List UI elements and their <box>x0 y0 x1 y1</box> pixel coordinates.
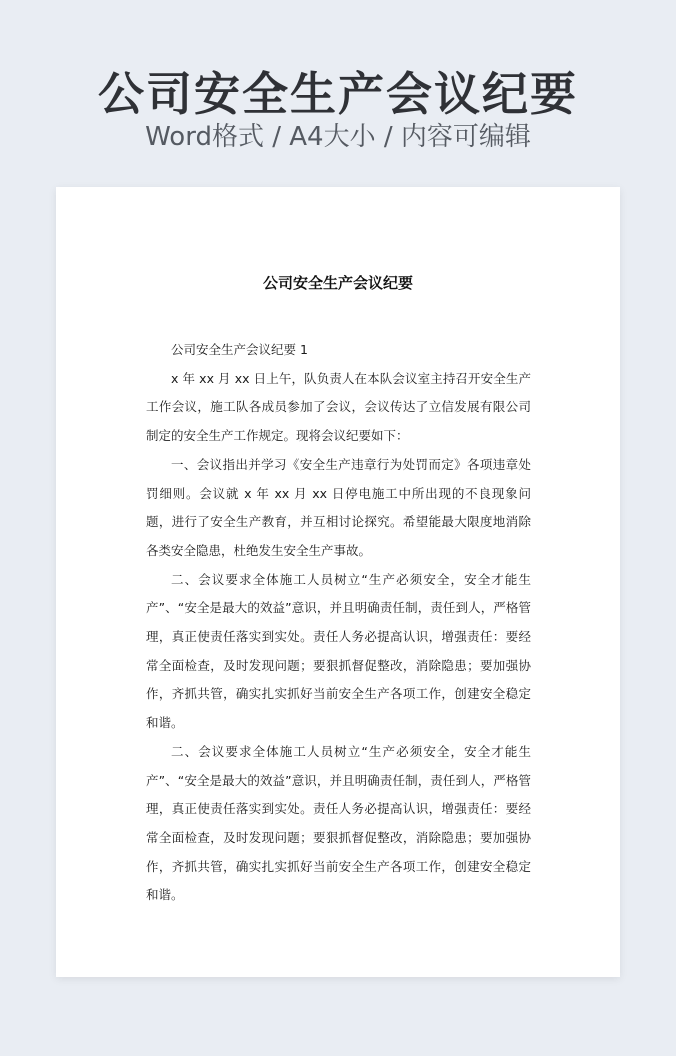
document-body <box>146 336 531 910</box>
banner-subtitle: Word格式 / A4大小 / 内容可编辑 <box>145 122 531 152</box>
document-paragraph: x 年 xx 月 xx 日上午，队负责人在本队会议室主持召开安全生产工作会议，施工队各成员参加了会议，会议传达了立信发展有限公司制定的安全生产工作规定。现将会议纪要如下： <box>146 370 531 444</box>
banner-title: 公司安全生产会议纪要 <box>98 67 578 121</box>
document-paragraph: 一、会议指出并学习《安全生产违章行为处罚而定》各项违章处罚细则。会议就 x 年 xx 月 xx 日停电施工中所出现的不良现象问题，进行了安全生产教育，并互相讨论探究。希望能最大限度地消除各类安全隐患，杜绝发生安全生产事故。 <box>146 456 531 558</box>
document-paragraph: 二、会议要求全体施工人员树立“生产必须安全，安全才能生产”、“安全是最大的效益”意识，并且明确责任制，责任到人，严格管理，真正使责任落实到实处。责任人务必提高认识，增强责任：要经常全面检查，及时发现问题；要狠抓督促整改，消除隐患；要加强协作，齐抓共管，确实扎实抓好当前安全生产各项工作，创建安全稳定和谐。 <box>146 571 531 731</box>
banner <box>0 0 676 186</box>
document-title: 公司安全生产会议纪要 <box>262 274 413 292</box>
document-paragraph: 公司安全生产会议纪要 1 <box>171 342 308 357</box>
document-paragraph: 二、会议要求全体施工人员树立“生产必须安全，安全才能生产”、“安全是最大的效益”意识，并且明确责任制，责任到人，严格管理，真正使责任落实到实处。责任人务必提高认识，增强责任：要经常全面检查，及时发现问题；要狠抓督促整改，消除隐患；要加强协作，齐抓共管，确实扎实抓好当前安全生产各项工作，创建安全稳定和谐。 <box>146 743 531 903</box>
